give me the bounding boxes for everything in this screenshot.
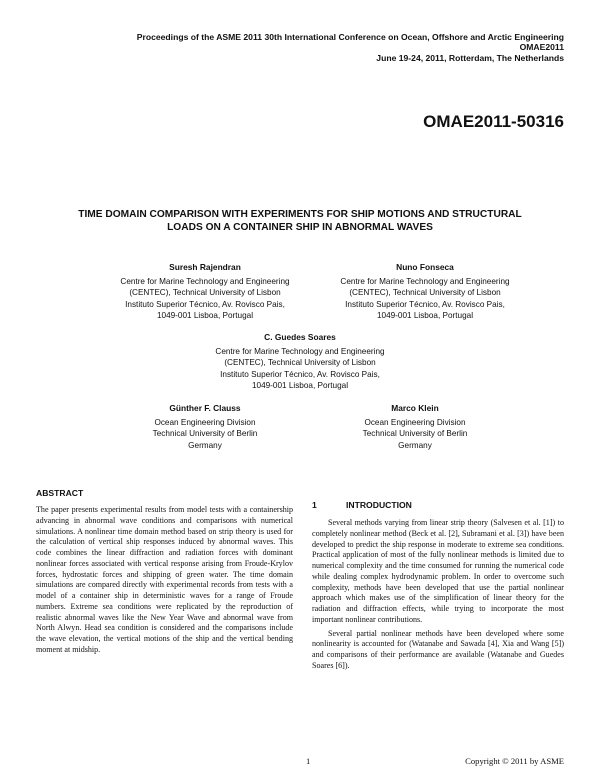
- author-name: Suresh Rajendran: [169, 262, 241, 272]
- author-affiliation-line: Centre for Marine Technology and Engineering: [215, 347, 385, 357]
- author-name: Marco Klein: [391, 403, 439, 413]
- proceedings-line: June 19-24, 2011, Rotterdam, The Netherlands: [376, 52, 564, 63]
- author-affiliation-line: Technical University of Berlin: [362, 429, 468, 439]
- author-affiliation-line: Technical University of Berlin: [152, 429, 258, 439]
- proceedings-header: [137, 32, 564, 63]
- author-affiliation-line: (CENTEC), Technical University of Lisbon: [224, 358, 376, 368]
- author-affiliation-line: Instituto Superior Técnico, Av. Rovisco Pais,: [125, 299, 285, 309]
- title-line: TIME DOMAIN COMPARISON WITH EXPERIMENTS FOR SHIP MOTIONS AND STRUCTURAL: [78, 209, 522, 220]
- section-number: 1: [312, 500, 317, 510]
- author-affiliation-line: 1049-001 Lisboa, Portugal: [156, 310, 254, 320]
- author-name: Günther F. Clauss: [169, 403, 241, 413]
- proceedings-line: Proceedings of the ASME 2011 30th International Conference on Ocean, Offshore and Arctic Engineering: [136, 32, 564, 42]
- author-block: [90, 403, 320, 451]
- author-affiliation-line: (CENTEC), Technical University of Lisbon: [349, 288, 501, 298]
- introduction-heading: [312, 500, 412, 510]
- abstract-text: The paper presents experimental results from model tests with a containership advancing in abnormal wave conditions and comparisons with numerical simulations. A nonlinear time domain method based on strip theory is used for the calculation of vertical ship responses induced by abnormal waves. This code combines the linear diffraction and radiation forces with dominant nonlinear forces associated with vertical response arising from Froude-Krylov forces, hydrostatic forces and shipping of green water. The time domain simulations are compared directly with experimental records from tests with a model of a container ship in deterministic waves for a range of Froude numbers. Extreme sea conditions were replicated by the reproduction of realistic abnormal waves like the New Year Wave and abnormal wave from North Alwyn. Head sea condition is considered and the comparisons include the wave elevation, the vertical motions of the ship and the vertical bending moment at midship.: [36, 505, 293, 654]
- author-affiliation-line: Ocean Engineering Division: [364, 418, 466, 428]
- author-block: [175, 332, 425, 391]
- author-name: Nuno Fonseca: [396, 262, 454, 272]
- title-line: LOADS ON A CONTAINER SHIP IN ABNORMAL WAVES: [167, 222, 433, 234]
- author-affiliation-line: Instituto Superior Técnico, Av. Rovisco Pais,: [220, 369, 380, 379]
- author-affiliation-line: Germany: [188, 440, 222, 450]
- author-affiliation-line: 1049-001 Lisboa, Portugal: [376, 310, 474, 320]
- introduction-body: [312, 518, 564, 675]
- section-title: INTRODUCTION: [346, 500, 412, 510]
- author-affiliation-line: Germany: [398, 440, 432, 450]
- author-block: [300, 262, 550, 321]
- author-affiliation-line: Centre for Marine Technology and Engineering: [340, 277, 510, 287]
- proceedings-line: OMAE2011: [519, 42, 564, 53]
- author-affiliation-line: 1049-001 Lisboa, Portugal: [251, 380, 349, 390]
- author-block: [80, 262, 330, 321]
- paper-title: [36, 208, 564, 235]
- author-affiliation-line: Instituto Superior Técnico, Av. Rovisco Pais,: [345, 299, 505, 309]
- author-affiliation-line: Centre for Marine Technology and Engineering: [120, 277, 290, 287]
- copyright-notice: Copyright © 2011 by ASME: [465, 756, 564, 766]
- paper-id: OMAE2011-50316: [423, 112, 564, 131]
- abstract-heading: ABSTRACT: [36, 488, 84, 498]
- paragraph: Several partial nonlinear methods have been developed where some nonlinearity is accounted for (Watanabe and Sawada [4], Xia and Wang [5]) and comparisons of their performance are available (Watanabe and Guedes Soares [6]).: [312, 628, 564, 670]
- author-affiliation-line: Ocean Engineering Division: [154, 418, 256, 428]
- author-affiliation-line: (CENTEC), Technical University of Lisbon: [129, 288, 281, 298]
- author-name: C. Guedes Soares: [264, 332, 336, 342]
- paragraph: Several methods varying from linear strip theory (Salvesen et al. [1]) to completely nonlinear method (Beck et al. [2], Subramani et al. [3]) have been developed to predict the ship response in moderate to extreme sea conditions. Practical application of most of the fully nonlinear methods is limited due to numerical complexity and the time consumed for running the numerical code while dealing complex hydrodynamic problem. In order to overcome such complexity, methods have been developed that use the partial nonlinear approach which makes use of the simplification of linear theory for the radiation and diffraction effects, while trying to incorporate the most important nonlinear contributions.: [312, 518, 564, 624]
- author-block: [300, 403, 530, 451]
- page-number: 1: [306, 756, 311, 766]
